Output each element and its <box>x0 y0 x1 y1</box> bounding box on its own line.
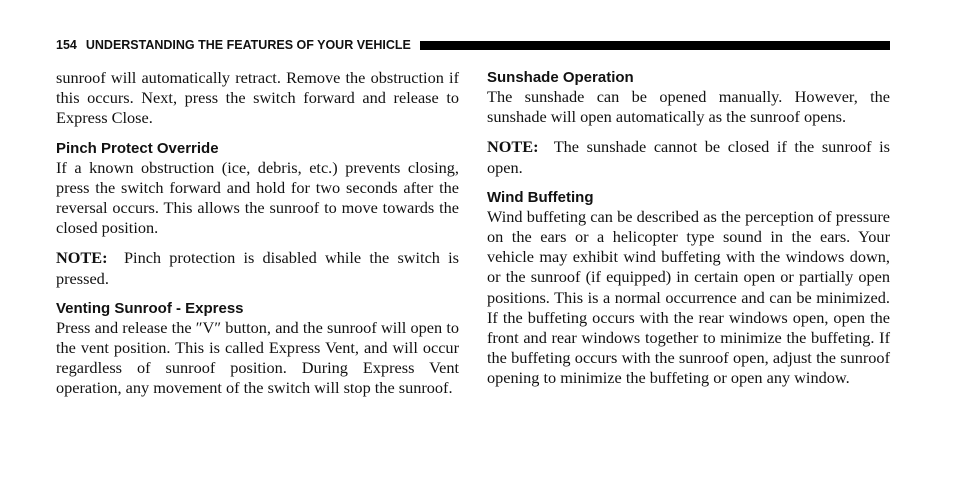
pinch-protect-heading: Pinch Protect Override <box>56 139 219 157</box>
page-header <box>56 38 890 52</box>
right-column <box>487 68 890 389</box>
note-label: NOTE: <box>487 137 539 157</box>
pinch-protect-note <box>56 248 459 288</box>
running-title: UNDERSTANDING THE FEATURES OF YOUR VEHICLE <box>85 38 411 52</box>
venting-body: Press and release the ″V″ button, and the sunroof will open to the vent position. This is called Express Vent, and will occur regardless of sunroof position. During Express Vent operation, any movement of the switch will stop the sunroof. <box>56 317 459 398</box>
note-text: The sunshade cannot be closed if the sunroof is open. <box>487 137 890 177</box>
venting-heading: Venting Sunroof - Express <box>56 299 244 317</box>
wind-buffeting-body: Wind buffeting can be described as the perception of pressure on the ears or a helicopter type sound in the ears. Your vehicle may exhibit wind buffeting with the windows down, or the sunroof (if equipped) in certain open or partially open positions. This is a normal occurrence and can be minimized. If the buffeting occurs with the rear windows open, open the front and rear windows together to minimize the buffeting. If the buffeting occurs with the sunroof open, adjust the sunroof opening to minimize the buffeting or open any window. <box>487 206 890 388</box>
header-rule <box>420 41 890 50</box>
note-text: Pinch protection is disabled while the switch is pressed. <box>56 248 460 288</box>
pinch-protect-body: If a known obstruction (ice, debris, etc.) prevents closing, press the switch forward and hold for two seconds after the reversal occurs. This allows the sunroof to move towards the closed position. <box>56 157 459 238</box>
wind-buffeting-heading: Wind Buffeting <box>487 188 594 206</box>
sunshade-note <box>487 137 890 177</box>
intro-paragraph: sunroof will automatically retract. Remove the obstruction if this occurs. Next, press the switch forward and release to Express Close. <box>56 68 459 128</box>
note-label: NOTE: <box>56 248 108 268</box>
sunshade-body: The sunshade can be opened manually. However, the sunshade will open automatically as the sunroof opens. <box>487 87 890 127</box>
sunshade-heading: Sunshade Operation <box>487 69 634 86</box>
page-number: 154 <box>56 38 77 52</box>
left-column <box>56 68 459 399</box>
